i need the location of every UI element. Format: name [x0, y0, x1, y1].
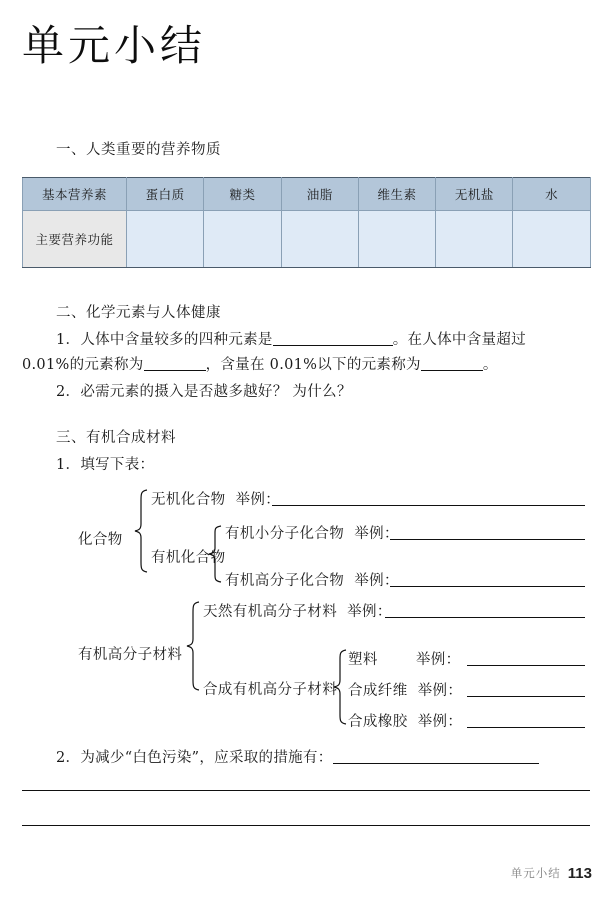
- answer-rule[interactable]: [467, 696, 585, 697]
- example-label: 举例：: [354, 526, 399, 542]
- page-title: 单元小结: [22, 21, 207, 70]
- example-label: 举例：: [417, 683, 463, 699]
- answer-blank[interactable]: [421, 357, 483, 371]
- tree-item-plastic: [348, 650, 461, 670]
- table-header-cell: 油脂: [281, 178, 358, 211]
- brace-compound: [133, 488, 149, 574]
- tree-item-label: 有机小分子化合物: [225, 526, 345, 542]
- nutrients-table: [22, 177, 591, 268]
- table-header-row: [23, 178, 591, 211]
- tree-item-synthetic-rubber: [348, 712, 462, 732]
- table-header-cell: 无机盐: [436, 178, 513, 211]
- page-footer: [511, 862, 592, 882]
- answer-rule[interactable]: [467, 727, 585, 728]
- question-2-2: 2．必需元素的摄入是否越多越好？ 为什么？: [56, 384, 352, 400]
- tree-root-compound: 化合物: [78, 532, 123, 548]
- table-answer-cell[interactable]: [436, 211, 513, 268]
- table-answer-cell[interactable]: [127, 211, 204, 268]
- tree-item-label: 塑料: [348, 652, 378, 668]
- tree-item-natural-polymer-material: [203, 602, 392, 622]
- answer-rule[interactable]: [272, 505, 585, 506]
- tree-item-organic-polymer-compound: [225, 571, 399, 591]
- table-answer-cell[interactable]: [358, 211, 435, 268]
- question-text: ，含量在 0.01%以下的元素称为: [205, 357, 421, 373]
- table-header-cell: 蛋白质: [127, 178, 204, 211]
- answer-blank[interactable]: [273, 332, 393, 346]
- tree-item-label: 合成橡胶: [348, 714, 408, 730]
- table-row: [23, 211, 591, 268]
- question-3-1: 1．填写下表：: [56, 457, 155, 473]
- section-heading-one: 一、人类重要的营养物质: [56, 142, 221, 158]
- answer-rule[interactable]: [390, 539, 585, 540]
- tree-item-label: 天然有机高分子材料: [203, 604, 338, 620]
- answer-rule[interactable]: [390, 586, 585, 587]
- answer-blank[interactable]: [144, 357, 206, 371]
- table-answer-cell[interactable]: [513, 211, 590, 268]
- table-answer-cell[interactable]: [281, 211, 358, 268]
- question-text: 0.01%的元素称为: [22, 357, 144, 373]
- table-header-cell: 糖类: [204, 178, 281, 211]
- tree-root-polymer-material: 有机高分子材料: [78, 647, 183, 663]
- example-label: 举例：: [415, 652, 461, 668]
- answer-blank[interactable]: [333, 750, 539, 764]
- section-heading-three: 三、有机合成材料: [56, 430, 176, 446]
- tree-item-label: 合成纤维: [348, 683, 408, 699]
- tree-item-label: 合成有机高分子材料: [203, 682, 338, 698]
- footer-label: 单元小结: [510, 866, 561, 880]
- question-3-2: [56, 748, 539, 769]
- table-header-cell: 维生素: [358, 178, 435, 211]
- tree-item-label: 有机高分子化合物: [225, 573, 345, 589]
- example-label: 举例：: [354, 573, 399, 589]
- section-heading-two: 二、化学元素与人体健康: [56, 305, 221, 321]
- table-header-cell: 基本营养素: [23, 178, 127, 211]
- question-text: 。: [482, 357, 498, 373]
- tree-item-label: 有机化合物: [151, 550, 226, 566]
- question-2-1-line-1: [56, 330, 526, 351]
- tree-item-inorganic-compound: [151, 490, 280, 510]
- brace-polymer-material: [185, 600, 201, 692]
- tree-item-organic-small-molecule: [225, 524, 399, 544]
- question-text: 1．人体中含量较多的四种元素是: [56, 332, 273, 348]
- tree-item-label: 无机化合物: [151, 492, 226, 508]
- question-text: 。在人体中含量超过: [392, 332, 526, 348]
- table-answer-cell[interactable]: [204, 211, 281, 268]
- answer-rule[interactable]: [385, 617, 585, 618]
- example-label: 举例：: [417, 714, 463, 730]
- question-2-1-line-2: [22, 355, 498, 376]
- answer-rule[interactable]: [467, 665, 585, 666]
- brace-organic-compound: [207, 524, 223, 584]
- question-text: 2．为减少“白色污染”，应采取的措施有：: [56, 750, 333, 766]
- example-label: 举例：: [347, 604, 392, 620]
- table-row-label: 主要营养功能: [23, 211, 127, 268]
- page-number: 113: [567, 865, 592, 882]
- answer-rule-bottom-2[interactable]: [22, 825, 590, 826]
- tree-item-synthetic-polymer-material: [203, 680, 337, 700]
- answer-rule-bottom-1[interactable]: [22, 790, 590, 791]
- example-label: 举例：: [235, 492, 281, 508]
- brace-synthetic-polymer: [332, 648, 348, 726]
- tree-item-synthetic-fiber: [348, 681, 462, 701]
- table-header-cell: 水: [513, 178, 590, 211]
